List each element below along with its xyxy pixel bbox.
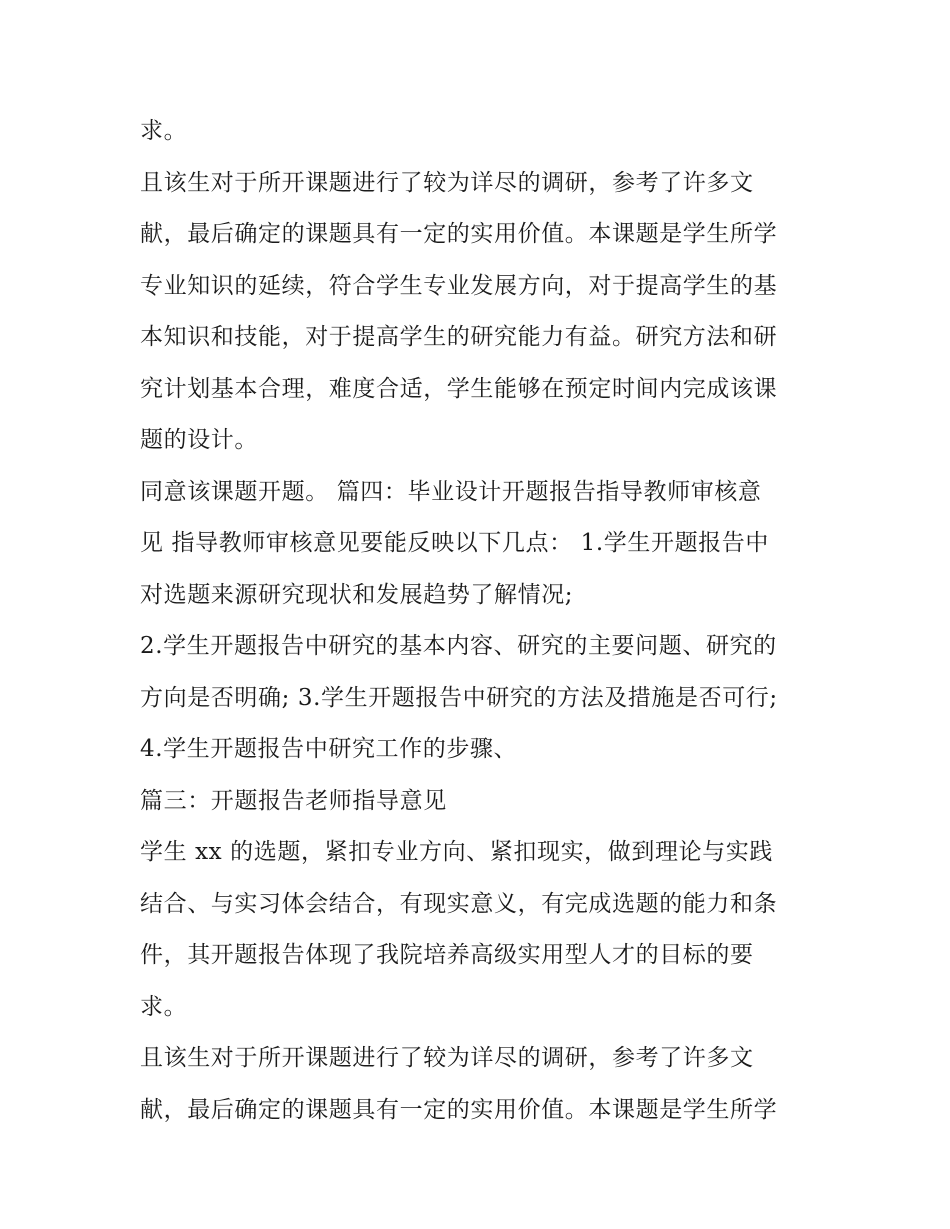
text-line: 学生 xx 的选题，紧扣专业方向、紧扣现实，做到理论与实践 <box>140 839 773 865</box>
text-line: 件，其开题报告体现了我院培养高级实用型人才的目标的要 <box>140 942 754 968</box>
text-line: 求。 <box>140 118 188 144</box>
text-line: 方向是否明确; 3.学生开题报告中研究的方法及措施是否可行; <box>140 684 778 711</box>
text-line: 结合、与实习体会结合，有现实意义，有完成选题的能力和条 <box>140 890 778 917</box>
text-line: 本知识和技能，对于提高学生的研究能力有益。研究方法和研 <box>140 324 778 350</box>
text-line: 专业知识的延续，符合学生专业发展方向，对于提高学生的基 <box>140 272 778 299</box>
text-line: 献，最后确定的课题具有一定的实用价值。本课题是学生所学 <box>140 221 778 247</box>
document-body <box>140 106 820 1136</box>
text-line: 且该生对于所开课题进行了较为详尽的调研，参考了许多文 <box>140 1045 754 1071</box>
text-line: 同意该课题开题。 篇四：毕业设计开题报告指导教师审核意 <box>140 478 762 505</box>
text-line: 且该生对于所开课题进行了较为详尽的调研，参考了许多文 <box>140 169 754 196</box>
text-line: 题的设计。 <box>140 427 258 453</box>
text-line: 求。 <box>140 993 188 1020</box>
text-line: 4.学生开题报告中研究工作的步骤、 <box>140 736 518 762</box>
section-heading: 篇三：开题报告老师指导意见 <box>140 787 447 814</box>
text-line: 对选题来源研究现状和发展趋势了解情况; <box>140 581 574 608</box>
text-line: 见 指导教师审核意见要能反映以下几点： 1.学生开题报告中 <box>140 530 769 556</box>
text-line: 献，最后确定的课题具有一定的实用价值。本课题是学生所学 <box>140 1096 778 1123</box>
text-line: 究计划基本合理，难度合适，学生能够在预定时间内完成该课 <box>140 375 778 402</box>
text-line: 2.学生开题报告中研究的基本内容、研究的主要问题、研究的 <box>140 633 777 659</box>
